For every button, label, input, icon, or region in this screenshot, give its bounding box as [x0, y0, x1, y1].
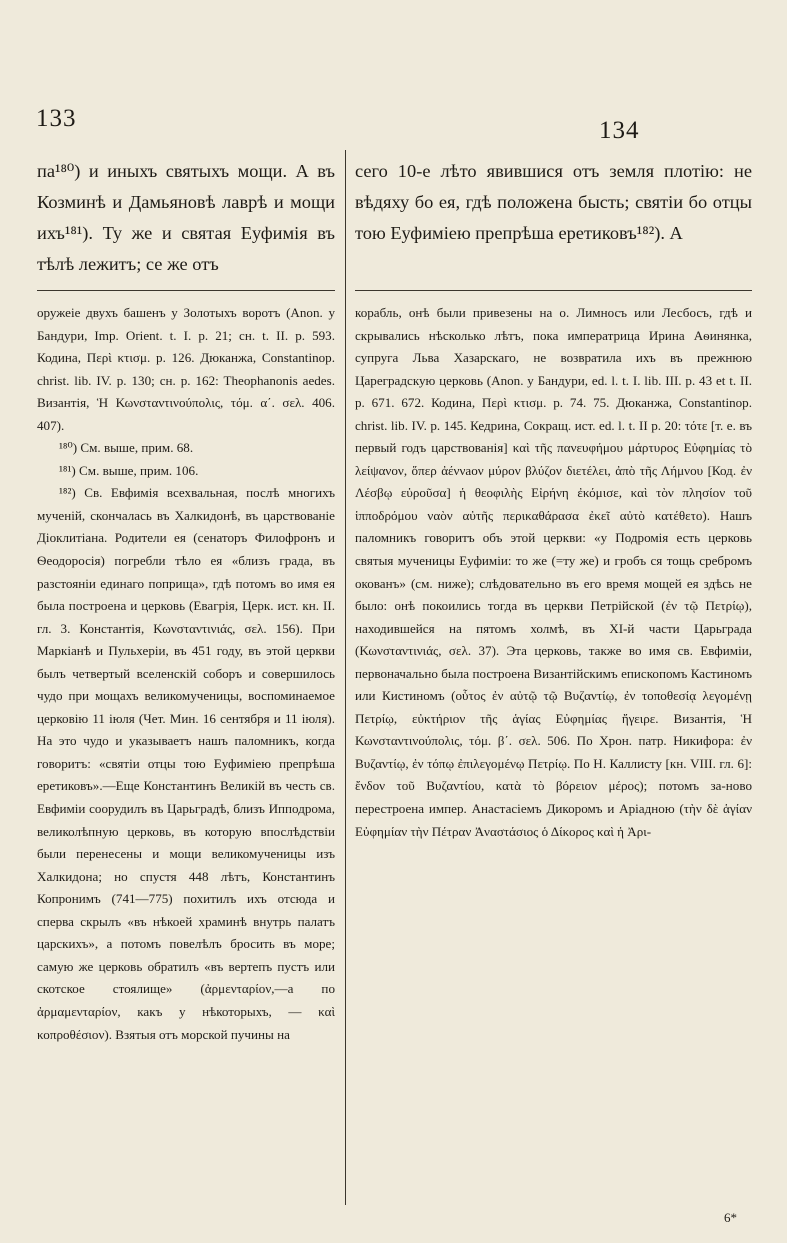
printer-signature: 6* — [724, 1210, 737, 1225]
footnote-rule-left — [37, 290, 335, 291]
footnote-181: ¹⁸¹) См. выше, прим. 106. — [59, 462, 199, 478]
footnote-182: ¹⁸²) Св. Евфимія всехвальная, послѣ многихъ мученій, скончалась въ Халкидонѣ, въ царствованіе Діоклитіана. Родители ея (сенаторъ Филофронъ и Ѳеодоросія) погребли тѣло ея «близъ града, въ разстояніи единаго поприща», гдѣ потомъ во имя ея была построена и церковь (Евагрія, Церк. ист. кн. II. гл. 3. Константія, Κωνσταντινιάς, σελ. 156). При Маркіанѣ и Пульхеріи, въ 451 году, въ этой церкви былъ четвертый вселенскій соборъ и совершилось чудо при мощахъ великомученицы, воспоминаемое церковію 11 іюля (Чет. Мин. 16 сентября и 11 іюля). На это чудо и указываетъ нашъ паломникъ, когда говоритъ: «святіи отцы тою Еуфиміею препрѣша еретиковъ».—Еще Константинъ Великій въ честь св. Евфиміи соорудилъ въ Царьградѣ, близъ Ипподрома, великолѣпную церковь, въ которую впослѣдствіи были перенесены и мощи великомученицы изъ Халкидона; но спустя 448 лѣтъ, Константинъ Копронимъ (741—775) похитилъ ихъ отсюда и сперва скрылъ «въ нѣкоей храминѣ внутрь палатъ царскихъ», а потомъ повелѣлъ бросить въ море; самую же церковь обратилъ «въ вертепъ пустъ или скотское стоялище» (ἀρμενταρίον,—а по ἀρμαμενταρίον, какъ у нѣкоторыхъ, — καὶ κοπροθέσιον). Взятыя отъ морской пучины на — [37, 485, 335, 1042]
right-column — [355, 156, 752, 843]
page-number-right: 134 — [599, 117, 640, 144]
column-divider — [345, 150, 346, 1205]
main-text-left: па¹⁸⁰) и иныхъ святыхъ мощи. А въ Козминѣ и Дамьяновѣ лаврѣ и мощи ихъ¹⁸¹). Ту же и святая Еуфимія въ тѣлѣ лежитъ; се же отъ — [37, 161, 335, 274]
footnotes-right — [355, 302, 752, 843]
footnote-180: ¹⁸⁰) См. выше, прим. 68. — [59, 440, 194, 456]
page-number-left: 133 — [36, 105, 77, 132]
footnote-continued: оружеіе двухъ башенъ у Золотыхъ воротъ (Anon. у Бандури, Imp. Orient. t. I. p. 21; сн. t. II. p. 593. Кодина, Περὶ κτισμ. p. 126. Дюканжа, Constantinop. christ. lib. IV. p. 130; сн. p. 162: Theophanonis aedes. Византія, Ἡ Κωνσταντινούπολις, τόμ. α΄. σελ. 406. 407). — [37, 305, 335, 433]
footnote-rule-right — [355, 290, 752, 291]
main-text-right: сего 10-е лѣто явившися отъ земля плотію: не вѣдяху бо ея, гдѣ положена бысть; святіи бо отцы тою Еуфиміею препрѣша еретиковъ¹⁸²). А — [355, 161, 752, 243]
footnote-182-continued: корабль, онѣ были привезены на о. Лимносъ или Лесбосъ, гдѣ и скрывались нѣсколько лѣтъ, пока императрица Ирина Аѳинянка, супруга Льва Хазарскаго, не возвратила ихъ въ прежнюю Цареградскую церковь (Anon. у Бандури, ed. l. t. I. lib. III. p. 43 et t. II. p. 671. 672. Кодина, Περὶ κτισμ. p. 74. 75. Дюканжа, Constantinop. christ. lib. IV. p. 145. Кедрина, Сокращ. ист. ed. l. t. II p. 20: τότε [т. е. въ первый годъ царствованія] καὶ τῆς πανευφήμου μάρτυρος Εὐφημίας τὸ λείψανον, ὅπερ ἀέννaον μύρον βλύζον διετέλει, ἀπὸ τῆς Λήμνου [Код. ἐν Λέσβῳ εὑροῦσα] ἡ θεοφιλὴς Εἰρήνη ἐκόμισε, καὶ τὸν πλησίον τοῦ ἱπποδρόμου ναὸν αὐτῆς περικαθάρασα ἐκεῖ αὐτὸ κατέθετο). Нашъ паломникъ говоритъ объ этой церкви: «у Подромія есть церковь святыя мученицы Еуфиміи: то же (=ту же) и гробъ ся тощь сребромъ окованъ» (см. ниже); слѣдовательно въ его время мощей ея здѣсь не было: онѣ покоились тогда въ церкви Петрійской (ἐν τῷ Πετρίῳ), находившейся на пятомъ холмѣ, въ XI-й части Царьграда (Κωνσταντινιάς, σελ. 37). Эта церковь, также во имя св. Евфиміи, первоначально была построена Византійскимъ епископомъ Кастиномъ или Кистиномъ (οὗτος ἐν αὐτῷ τῷ Βυζαντίῳ, ἐν τοποθεσίᾳ λεγομένῃ Πετρίῳ, εὐκτήριον τῆς ἁγίας Εὐφημίας ἤγειρε. Византія, Ἡ Κωνσταντινούπολις, τόμ. β΄. σελ. 506. По Хрон. патр. Никифора: ἐν Βυζαντίῳ, ἐν τόπῳ ἐπιλεγομένῳ Πετρίῳ. По Н. Каллисту [кн. VIII. гл. 6]: ἔνδον τοῦ Βυζαντίου, κατὰ τὸ βόρειον μέρος); потомъ за-ново перестроена импер. Анастасіемъ Дикоромъ и Аріадною (τὴν δὲ ἁγίαν Εὐφημίαν τὴν Πέτραν Ἀναστάσιος ὁ Δίκορος καὶ ἡ Ἀρι- — [355, 305, 752, 839]
left-column — [37, 156, 335, 1046]
footnotes-left — [37, 302, 335, 1046]
